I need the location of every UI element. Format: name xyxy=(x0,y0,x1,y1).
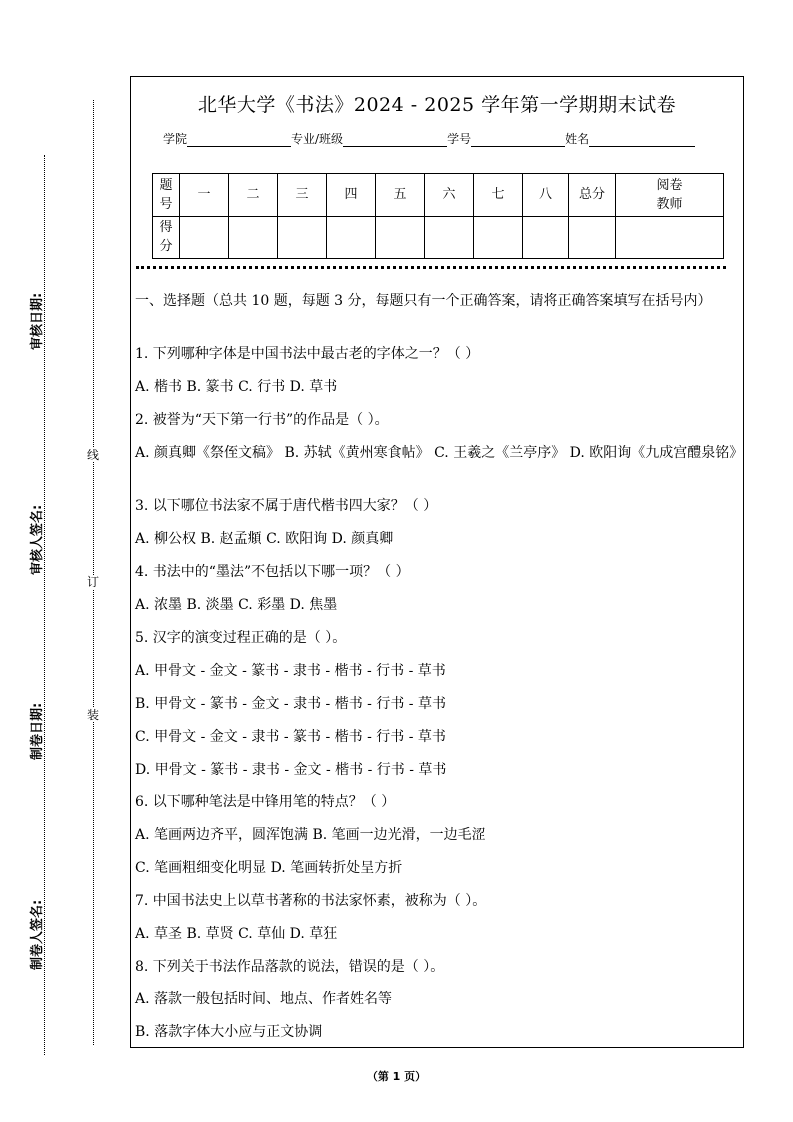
score-cell-5[interactable] xyxy=(376,216,425,259)
paper-date-label: 制卷日期: xyxy=(30,702,45,760)
student-id-label: 学号 xyxy=(447,132,472,146)
question-line: 3. 以下哪位书法家不属于唐代楷书四大家？（ ） xyxy=(135,498,438,514)
option-line: A. 浓墨 B. 淡墨 C. 彩墨 D. 焦墨 xyxy=(135,597,338,613)
section-heading: 一、选择题（总共 10 题，每题 3 分，每题只有一个正确答案，请将正确答案填写在括号内） xyxy=(135,293,712,309)
score-table xyxy=(152,173,724,259)
question-line: 2. 被誉为“天下第一行书”的作品是（ ）。 xyxy=(135,412,389,428)
option-line: C. 笔画粗细变化明显 D. 笔画转折处呈方折 xyxy=(135,860,403,876)
score-cell-4[interactable] xyxy=(327,216,376,259)
option-line: A. 甲骨文 - 金文 - 篆书 - 隶书 - 楷书 - 行书 - 草书 xyxy=(135,663,446,679)
name-field[interactable] xyxy=(589,132,695,147)
page-number: （第 1 页） xyxy=(366,1070,427,1083)
option-line: A. 柳公权 B. 赵孟頫 C. 欧阳询 D. 颜真卿 xyxy=(135,531,394,547)
college-label: 学院 xyxy=(163,132,188,146)
exam-title: 北华大学《书法》2024 - 2025 学年第一学期期末试卷 xyxy=(197,94,677,116)
score-row-header: 得分 xyxy=(153,216,180,259)
binding-char-pack: 装 xyxy=(86,708,99,722)
question-line: 5. 汉字的演变过程正确的是（ ）。 xyxy=(135,630,347,646)
option-line: B. 落款字体大小应与正文协调 xyxy=(135,1024,323,1040)
column-header-2: 二 xyxy=(229,174,278,217)
column-header-6: 六 xyxy=(425,174,474,217)
score-cell-6[interactable] xyxy=(425,216,474,259)
student-id-field[interactable] xyxy=(471,132,565,147)
column-header-total: 总分 xyxy=(569,174,616,217)
review-date-label: 审核日期: xyxy=(30,292,45,350)
score-cell-7[interactable] xyxy=(474,216,523,259)
score-cell-1[interactable] xyxy=(180,216,229,259)
question-line: 4. 书法中的“墨法”不包括以下哪一项？（ ） xyxy=(135,564,410,580)
option-line: A. 落款一般包括时间、地点、作者姓名等 xyxy=(135,991,393,1007)
option-line: A. 笔画两边齐平，圆浑饱满 B. 笔画一边光滑，一边毛涩 xyxy=(135,827,486,843)
option-line: B. 甲骨文 - 篆书 - 金文 - 隶书 - 楷书 - 行书 - 草书 xyxy=(135,696,446,712)
binding-char-bind: 订 xyxy=(86,575,99,589)
major-class-label: 专业/班级 xyxy=(291,132,344,146)
name-label: 姓名 xyxy=(565,132,590,146)
score-cell-2[interactable] xyxy=(229,216,278,259)
major-class-field[interactable] xyxy=(343,132,447,147)
column-header-4: 四 xyxy=(327,174,376,217)
binding-dotted-line xyxy=(93,100,94,1045)
column-header-7: 七 xyxy=(474,174,523,217)
student-info-row xyxy=(163,130,695,147)
score-cell-grader[interactable] xyxy=(616,216,724,259)
question-line: 8. 下列关于书法作品落款的说法，错误的是（ ）。 xyxy=(135,959,445,975)
option-line: A. 楷书 B. 篆书 C. 行书 D. 草书 xyxy=(135,379,338,395)
score-cell-3[interactable] xyxy=(278,216,327,259)
option-line: A. 颜真卿《祭侄文稿》 B. 苏轼《黄州寒食帖》 C. 王羲之《兰亭序》 D. 欧阳询《九成宫醴泉铭》 xyxy=(135,445,744,461)
question-number-header: 题号 xyxy=(153,174,180,217)
reviewer-signature-label: 审核人签名: xyxy=(30,504,45,575)
question-line: 6. 以下哪种笔法是中锋用笔的特点？（ ） xyxy=(135,794,396,810)
header-separator xyxy=(136,266,726,269)
question-line: 1. 下列哪种字体是中国书法中最古老的字体之一？（ ） xyxy=(135,346,480,362)
option-line: C. 甲骨文 - 金文 - 隶书 - 篆书 - 楷书 - 行书 - 草书 xyxy=(135,729,446,745)
column-header-5: 五 xyxy=(376,174,425,217)
column-header-1: 一 xyxy=(180,174,229,217)
score-cell-8[interactable] xyxy=(523,216,569,259)
paper-maker-signature-label: 制卷人签名: xyxy=(30,899,45,970)
binding-char-line: 线 xyxy=(86,448,99,462)
column-header-8: 八 xyxy=(523,174,569,217)
column-header-3: 三 xyxy=(278,174,327,217)
college-field[interactable] xyxy=(187,132,291,147)
option-line: D. 甲骨文 - 篆书 - 隶书 - 金文 - 楷书 - 行书 - 草书 xyxy=(135,762,447,778)
option-line: A. 草圣 B. 草贤 C. 草仙 D. 草狂 xyxy=(135,926,338,942)
question-line: 7. 中国书法史上以草书著称的书法家怀素，被称为（ ）。 xyxy=(135,893,487,909)
score-cell-total[interactable] xyxy=(569,216,616,259)
column-header-grader: 阅卷教师 xyxy=(616,174,724,217)
